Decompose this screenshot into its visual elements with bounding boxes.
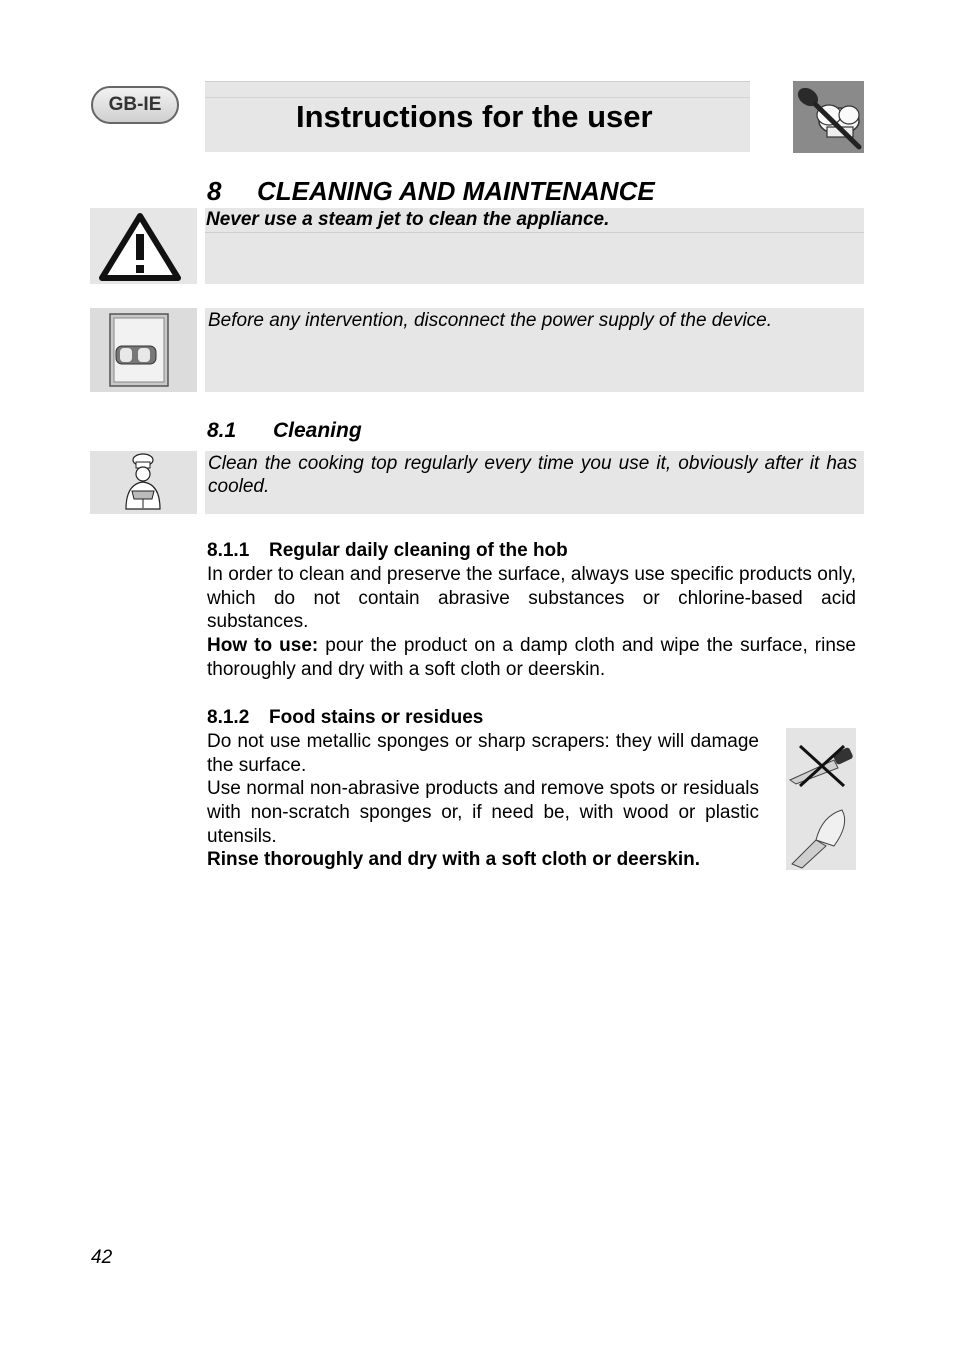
language-badge [91, 86, 179, 124]
daily-cleaning-heading [207, 539, 568, 563]
subsection-heading [207, 417, 362, 445]
warning-note-box [205, 208, 864, 284]
how-to-use-label: How to use: [207, 635, 319, 657]
food-stains-heading [207, 706, 483, 730]
daily-cleaning-title: Regular daily cleaning of the hob [269, 540, 568, 561]
daily-cleaning-text: In order to clean and preserve the surface, always use specific products only, which do not contain abrasive substances or chlorine-based acid substances. [207, 564, 856, 633]
no-knife-use-sponge-icon [786, 728, 856, 870]
page-title: Instructions for the user [296, 99, 653, 134]
chef-icon-box [90, 451, 197, 514]
how-to-use-paragraph [207, 634, 856, 681]
power-note-box [205, 308, 864, 392]
language-badge-text: GB-IE [108, 94, 162, 115]
how-to-use-text: pour the product on a damp cloth and wipe the surface, rinse thoroughly and dry with a soft cloth or deerskin. [207, 635, 856, 680]
food-stains-text-1: Do not use metallic sponges or sharp scrapers: they will damage the surface. [207, 731, 759, 776]
food-stains-text-3: Rinse thoroughly and dry with a soft cloth or deerskin. [207, 849, 700, 870]
subsection-number: 8.1 [207, 419, 237, 442]
chef-icon [90, 451, 197, 514]
food-stains-title: Food stains or residues [269, 707, 484, 728]
section-number: 8 [207, 176, 222, 206]
subsection-title: Cleaning [273, 419, 362, 442]
page-number: 42 [91, 1247, 113, 1268]
daily-cleaning-number: 8.1.1 [207, 540, 250, 561]
warning-icon-box [90, 208, 197, 284]
power-switch-icon [90, 308, 197, 392]
food-stains-number: 8.1.2 [207, 707, 250, 728]
daily-cleaning-body [207, 563, 856, 682]
power-note-text: Before any intervention, disconnect the power supply of the device. [208, 310, 773, 331]
chef-spoon-icon [793, 81, 864, 153]
section-heading [207, 174, 655, 208]
warning-note-text: Never use a steam jet to clean the appliance. [206, 209, 610, 230]
section-title: CLEANING AND MAINTENANCE [257, 176, 655, 206]
power-icon-box [90, 308, 197, 392]
food-stains-body [207, 730, 759, 849]
food-stains-text-2: Use normal non-abrasive products and remove spots or residuals with non-scratch sponges or, if need be, with wood or plastic utensils. [207, 778, 759, 847]
cleaning-note-text: Clean the cooking top regularly every time you use it, obviously after it has cooled. [208, 453, 857, 497]
cleaning-note-box [205, 451, 864, 514]
warning-triangle-icon [90, 208, 197, 284]
